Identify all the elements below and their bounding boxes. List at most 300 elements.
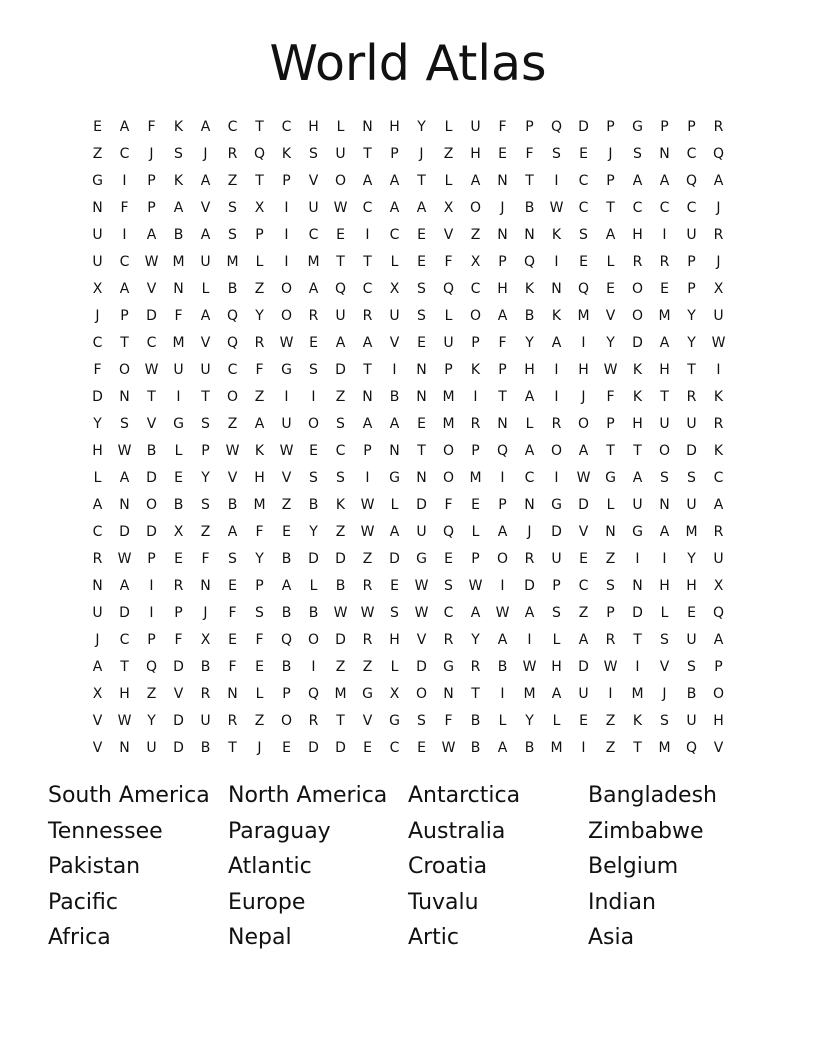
grid-letter: Z bbox=[443, 145, 454, 162]
grid-letter: U bbox=[389, 307, 400, 324]
grid-letter: Z bbox=[146, 685, 157, 702]
grid-letter: Z bbox=[605, 712, 616, 729]
grid-letter: V bbox=[146, 415, 157, 432]
grid-letter: I bbox=[176, 388, 181, 405]
grid-letter: I bbox=[365, 226, 370, 243]
grid-letter: C bbox=[389, 739, 400, 756]
grid-letter: S bbox=[309, 145, 318, 162]
grid-letter: V bbox=[308, 172, 319, 189]
grid-letter: K bbox=[632, 388, 643, 405]
grid-letter: A bbox=[92, 658, 103, 675]
grid-letter: T bbox=[255, 172, 264, 189]
grid-letter: Y bbox=[687, 550, 696, 567]
grid-letter: D bbox=[308, 739, 319, 756]
grid-letter: G bbox=[362, 685, 373, 702]
grid-letter: Y bbox=[201, 469, 210, 486]
grid-letter: U bbox=[92, 253, 103, 270]
grid-letter: A bbox=[524, 388, 535, 405]
grid-letter: W bbox=[414, 604, 429, 621]
grid-letter: N bbox=[659, 145, 670, 162]
grid-letter: B bbox=[173, 496, 184, 513]
grid-letter: I bbox=[284, 253, 289, 270]
grid-letter: C bbox=[92, 523, 103, 540]
grid-letter: W bbox=[117, 550, 132, 567]
grid-letter: R bbox=[632, 253, 643, 270]
grid-letter: Z bbox=[281, 496, 292, 513]
grid-letter: U bbox=[200, 712, 211, 729]
grid-letter: M bbox=[469, 469, 482, 486]
grid-letter: R bbox=[551, 415, 562, 432]
grid-letter: M bbox=[172, 253, 185, 270]
grid-letter: W bbox=[333, 199, 348, 216]
grid-letter: R bbox=[470, 658, 481, 675]
grid-letter: U bbox=[470, 118, 481, 135]
word-list-item: Pakistan bbox=[48, 854, 141, 879]
grid-letter: U bbox=[200, 253, 211, 270]
grid-letter: W bbox=[360, 523, 375, 540]
grid-letter: S bbox=[687, 658, 696, 675]
grid-letter: W bbox=[603, 658, 618, 675]
grid-letter: Z bbox=[92, 145, 103, 162]
grid-letter: J bbox=[203, 145, 208, 162]
grid-letter: V bbox=[227, 469, 238, 486]
grid-letter: Q bbox=[442, 523, 455, 540]
grid-letter: T bbox=[336, 253, 345, 270]
grid-letter: P bbox=[606, 118, 615, 135]
grid-letter: O bbox=[118, 361, 131, 378]
grid-letter: A bbox=[470, 604, 481, 621]
grid-letter: Z bbox=[200, 523, 211, 540]
grid-letter: U bbox=[92, 604, 103, 621]
grid-letter: W bbox=[414, 577, 429, 594]
grid-letter: P bbox=[687, 118, 696, 135]
grid-letter: P bbox=[525, 118, 534, 135]
grid-letter: A bbox=[119, 469, 130, 486]
grid-letter: A bbox=[551, 685, 562, 702]
grid-letter: C bbox=[578, 577, 589, 594]
grid-letter: C bbox=[281, 118, 292, 135]
grid-letter: Z bbox=[362, 658, 373, 675]
grid-letter: J bbox=[257, 739, 262, 756]
grid-letter: Q bbox=[577, 280, 590, 297]
grid-letter: P bbox=[147, 199, 156, 216]
grid-letter: N bbox=[659, 496, 670, 513]
grid-letter: A bbox=[119, 577, 130, 594]
letter-grid bbox=[84, 113, 732, 761]
grid-letter: A bbox=[632, 469, 643, 486]
grid-letter: E bbox=[579, 253, 588, 270]
grid-letter: W bbox=[279, 334, 294, 351]
grid-letter: H bbox=[497, 280, 508, 297]
grid-letter: E bbox=[363, 739, 372, 756]
grid-letter: F bbox=[498, 334, 507, 351]
grid-letter: Y bbox=[687, 334, 696, 351]
grid-letter: T bbox=[633, 739, 642, 756]
grid-letter: L bbox=[390, 658, 399, 675]
grid-letter: F bbox=[444, 253, 453, 270]
grid-letter: Y bbox=[525, 712, 534, 729]
grid-letter: Q bbox=[712, 145, 725, 162]
grid-letter: J bbox=[95, 631, 100, 648]
grid-letter: O bbox=[496, 550, 509, 567]
grid-letter: P bbox=[282, 172, 291, 189]
grid-letter: X bbox=[713, 280, 724, 297]
grid-letter: R bbox=[308, 307, 319, 324]
grid-letter: F bbox=[174, 631, 183, 648]
grid-letter: D bbox=[551, 523, 562, 540]
grid-letter: L bbox=[309, 577, 318, 594]
grid-letter: G bbox=[173, 415, 184, 432]
grid-letter: P bbox=[606, 604, 615, 621]
grid-letter: K bbox=[173, 172, 184, 189]
grid-letter: E bbox=[228, 631, 237, 648]
grid-letter: P bbox=[282, 685, 291, 702]
grid-letter: F bbox=[255, 631, 264, 648]
grid-letter: R bbox=[659, 253, 670, 270]
grid-letter: L bbox=[606, 496, 615, 513]
grid-letter: K bbox=[632, 712, 643, 729]
grid-letter: D bbox=[146, 523, 157, 540]
grid-letter: A bbox=[713, 172, 724, 189]
grid-letter: F bbox=[147, 118, 156, 135]
word-list-item: Asia bbox=[588, 925, 635, 950]
grid-letter: V bbox=[659, 658, 670, 675]
grid-letter: A bbox=[470, 172, 481, 189]
grid-letter: K bbox=[713, 442, 724, 459]
grid-letter: I bbox=[635, 550, 640, 567]
grid-letter: B bbox=[389, 388, 400, 405]
grid-letter: Q bbox=[523, 253, 536, 270]
grid-letter: Z bbox=[335, 523, 346, 540]
grid-letter: R bbox=[713, 523, 724, 540]
grid-letter: N bbox=[362, 118, 373, 135]
grid-letter: C bbox=[92, 334, 103, 351]
grid-letter: P bbox=[687, 280, 696, 297]
word-list-item: Africa bbox=[48, 925, 111, 950]
grid-letter: H bbox=[119, 685, 130, 702]
word-list-item: Indian bbox=[588, 889, 656, 915]
grid-letter: R bbox=[470, 415, 481, 432]
grid-letter: Z bbox=[470, 226, 481, 243]
grid-letter: T bbox=[525, 172, 534, 189]
grid-letter: C bbox=[443, 604, 454, 621]
grid-letter: J bbox=[716, 253, 721, 270]
grid-letter: Z bbox=[335, 388, 346, 405]
grid-letter: C bbox=[335, 442, 346, 459]
grid-letter: E bbox=[498, 145, 507, 162]
grid-letter: K bbox=[254, 442, 265, 459]
grid-letter: P bbox=[147, 631, 156, 648]
word-list-item: Nepal bbox=[228, 925, 292, 950]
grid-letter: S bbox=[228, 226, 237, 243]
grid-letter: S bbox=[336, 469, 345, 486]
grid-letter: E bbox=[309, 334, 318, 351]
grid-letter: Q bbox=[226, 334, 239, 351]
word-list-item: Tuvalu bbox=[408, 889, 479, 915]
grid-letter: A bbox=[389, 523, 400, 540]
grid-letter: S bbox=[660, 469, 669, 486]
grid-letter: A bbox=[362, 172, 373, 189]
grid-letter: D bbox=[146, 469, 157, 486]
grid-letter: K bbox=[524, 280, 535, 297]
grid-letter: A bbox=[497, 523, 508, 540]
grid-letter: F bbox=[255, 361, 264, 378]
grid-letter: D bbox=[578, 496, 589, 513]
grid-letter: A bbox=[659, 334, 670, 351]
grid-letter: O bbox=[226, 388, 239, 405]
grid-letter: I bbox=[311, 658, 316, 675]
grid-letter: Y bbox=[147, 712, 156, 729]
grid-letter: S bbox=[660, 631, 669, 648]
grid-letter: C bbox=[227, 118, 238, 135]
grid-letter: V bbox=[281, 469, 292, 486]
grid-letter: G bbox=[551, 496, 562, 513]
grid-letter: L bbox=[471, 523, 480, 540]
grid-letter: A bbox=[200, 307, 211, 324]
grid-letter: T bbox=[606, 199, 615, 216]
grid-letter: L bbox=[93, 469, 102, 486]
grid-letter: W bbox=[711, 334, 726, 351]
grid-letter: C bbox=[119, 145, 130, 162]
grid-letter: D bbox=[389, 550, 400, 567]
grid-letter: O bbox=[550, 442, 563, 459]
grid-letter: T bbox=[363, 253, 372, 270]
grid-letter: V bbox=[362, 712, 373, 729]
grid-letter: K bbox=[632, 361, 643, 378]
grid-letter: E bbox=[471, 496, 480, 513]
word-list-item: Atlantic bbox=[228, 854, 312, 879]
grid-letter: U bbox=[713, 307, 724, 324]
grid-letter: I bbox=[527, 631, 532, 648]
grid-letter: L bbox=[201, 280, 210, 297]
grid-letter: U bbox=[551, 550, 562, 567]
grid-letter: U bbox=[659, 415, 670, 432]
grid-letter: T bbox=[687, 361, 696, 378]
grid-letter: U bbox=[281, 415, 292, 432]
grid-letter: Y bbox=[309, 523, 318, 540]
word-list-item: Pacific bbox=[48, 889, 118, 915]
grid-letter: J bbox=[95, 307, 100, 324]
grid-letter: S bbox=[552, 145, 561, 162]
grid-letter: D bbox=[119, 523, 130, 540]
grid-letter: I bbox=[500, 469, 505, 486]
grid-letter: R bbox=[524, 550, 535, 567]
grid-letter: U bbox=[632, 496, 643, 513]
grid-letter: G bbox=[389, 469, 400, 486]
grid-letter: U bbox=[92, 226, 103, 243]
grid-letter: S bbox=[390, 604, 399, 621]
grid-letter: L bbox=[660, 604, 669, 621]
grid-letter: Y bbox=[255, 550, 264, 567]
grid-letter: T bbox=[120, 334, 129, 351]
grid-letter: V bbox=[713, 739, 724, 756]
grid-letter: G bbox=[389, 712, 400, 729]
grid-letter: U bbox=[686, 712, 697, 729]
grid-letter: Q bbox=[253, 145, 266, 162]
grid-letter: H bbox=[632, 226, 643, 243]
grid-letter: Y bbox=[471, 631, 480, 648]
grid-letter: I bbox=[554, 253, 559, 270]
grid-letter: C bbox=[389, 226, 400, 243]
grid-letter: C bbox=[659, 199, 670, 216]
grid-letter: G bbox=[605, 469, 616, 486]
grid-letter: G bbox=[443, 658, 454, 675]
grid-letter: I bbox=[608, 685, 613, 702]
grid-letter: J bbox=[716, 199, 721, 216]
grid-letter: I bbox=[500, 685, 505, 702]
grid-letter: O bbox=[334, 172, 347, 189]
grid-letter: O bbox=[442, 442, 455, 459]
grid-letter: P bbox=[471, 550, 480, 567]
grid-letter: L bbox=[498, 712, 507, 729]
grid-letter: N bbox=[605, 523, 616, 540]
grid-letter: W bbox=[603, 361, 618, 378]
grid-letter: W bbox=[441, 739, 456, 756]
grid-letter: B bbox=[335, 577, 346, 594]
grid-letter: N bbox=[92, 577, 103, 594]
grid-letter: A bbox=[281, 577, 292, 594]
grid-letter: O bbox=[631, 307, 644, 324]
word-list-item: Paraguay bbox=[228, 818, 331, 844]
grid-letter: N bbox=[551, 280, 562, 297]
word-list-item: South America bbox=[48, 783, 210, 808]
grid-letter: M bbox=[523, 685, 536, 702]
grid-letter: B bbox=[281, 658, 292, 675]
grid-letter: A bbox=[308, 280, 319, 297]
grid-letter: A bbox=[416, 199, 427, 216]
grid-letter: U bbox=[335, 145, 346, 162]
grid-letter: T bbox=[417, 172, 426, 189]
grid-letter: A bbox=[173, 199, 184, 216]
grid-letter: A bbox=[200, 226, 211, 243]
grid-letter: H bbox=[389, 118, 400, 135]
grid-letter: N bbox=[497, 172, 508, 189]
grid-letter: S bbox=[309, 469, 318, 486]
grid-letter: E bbox=[417, 226, 426, 243]
grid-letter: K bbox=[173, 118, 184, 135]
grid-letter: L bbox=[525, 415, 534, 432]
grid-letter: S bbox=[201, 415, 210, 432]
grid-letter: L bbox=[255, 685, 264, 702]
grid-letter: R bbox=[713, 226, 724, 243]
grid-letter: E bbox=[282, 523, 291, 540]
grid-letter: E bbox=[579, 712, 588, 729]
grid-letter: B bbox=[524, 739, 535, 756]
grid-letter: P bbox=[444, 361, 453, 378]
grid-letter: J bbox=[149, 145, 154, 162]
grid-letter: E bbox=[174, 550, 183, 567]
grid-letter: H bbox=[254, 469, 265, 486]
grid-letter: I bbox=[581, 334, 586, 351]
grid-letter: P bbox=[363, 442, 372, 459]
grid-letter: R bbox=[254, 334, 265, 351]
grid-letter: P bbox=[552, 577, 561, 594]
grid-letter: Z bbox=[254, 712, 265, 729]
grid-letter: A bbox=[227, 523, 238, 540]
grid-letter: H bbox=[308, 118, 319, 135]
grid-letter: I bbox=[581, 739, 586, 756]
grid-letter: X bbox=[389, 685, 400, 702]
grid-letter: K bbox=[335, 496, 346, 513]
grid-letter: A bbox=[362, 415, 373, 432]
grid-letter: M bbox=[685, 523, 698, 540]
grid-letter: N bbox=[119, 496, 130, 513]
grid-letter: N bbox=[416, 361, 427, 378]
grid-letter: R bbox=[713, 415, 724, 432]
grid-letter: J bbox=[662, 685, 667, 702]
grid-letter: Q bbox=[226, 307, 239, 324]
grid-letter: V bbox=[578, 523, 589, 540]
grid-letter: U bbox=[146, 739, 157, 756]
grid-letter: N bbox=[416, 469, 427, 486]
grid-letter: Q bbox=[712, 604, 725, 621]
grid-letter: S bbox=[444, 577, 453, 594]
grid-letter: E bbox=[228, 577, 237, 594]
grid-letter: K bbox=[470, 361, 481, 378]
grid-letter: I bbox=[284, 199, 289, 216]
grid-letter: A bbox=[200, 118, 211, 135]
grid-letter: A bbox=[335, 334, 346, 351]
grid-letter: X bbox=[389, 280, 400, 297]
grid-letter: N bbox=[200, 577, 211, 594]
grid-letter: N bbox=[119, 388, 130, 405]
grid-letter: F bbox=[120, 199, 129, 216]
grid-letter: I bbox=[149, 577, 154, 594]
grid-letter: L bbox=[390, 253, 399, 270]
grid-letter: Y bbox=[606, 334, 615, 351]
grid-letter: M bbox=[172, 334, 185, 351]
grid-letter: N bbox=[119, 739, 130, 756]
grid-letter: W bbox=[117, 712, 132, 729]
grid-letter: U bbox=[686, 415, 697, 432]
grid-letter: O bbox=[658, 442, 671, 459]
grid-letter: I bbox=[122, 172, 127, 189]
grid-letter: N bbox=[497, 226, 508, 243]
grid-letter: I bbox=[662, 226, 667, 243]
grid-letter: D bbox=[578, 118, 589, 135]
grid-letter: M bbox=[658, 739, 671, 756]
grid-letter: R bbox=[605, 631, 616, 648]
grid-letter: A bbox=[254, 415, 265, 432]
word-list-item: Tennessee bbox=[48, 818, 163, 844]
grid-letter: R bbox=[173, 577, 184, 594]
grid-letter: Z bbox=[605, 739, 616, 756]
word-list-item: Croatia bbox=[408, 854, 488, 879]
grid-letter: W bbox=[333, 604, 348, 621]
grid-letter: L bbox=[174, 442, 183, 459]
grid-letter: Q bbox=[550, 118, 563, 135]
grid-letter: A bbox=[632, 172, 643, 189]
grid-letter: Q bbox=[496, 442, 509, 459]
grid-letter: A bbox=[200, 172, 211, 189]
grid-letter: V bbox=[200, 199, 211, 216]
grid-letter: T bbox=[363, 361, 372, 378]
grid-letter: M bbox=[307, 253, 320, 270]
grid-letter: Z bbox=[254, 388, 265, 405]
grid-letter: L bbox=[444, 118, 453, 135]
grid-letter: N bbox=[173, 280, 184, 297]
grid-letter: F bbox=[201, 550, 210, 567]
grid-letter: M bbox=[442, 388, 455, 405]
grid-letter: U bbox=[443, 334, 454, 351]
grid-letter: N bbox=[497, 415, 508, 432]
grid-letter: V bbox=[146, 280, 157, 297]
grid-letter: A bbox=[119, 118, 130, 135]
grid-letter: Q bbox=[442, 280, 455, 297]
grid-letter: S bbox=[120, 415, 129, 432]
grid-letter: A bbox=[146, 226, 157, 243]
grid-letter: O bbox=[145, 496, 158, 513]
